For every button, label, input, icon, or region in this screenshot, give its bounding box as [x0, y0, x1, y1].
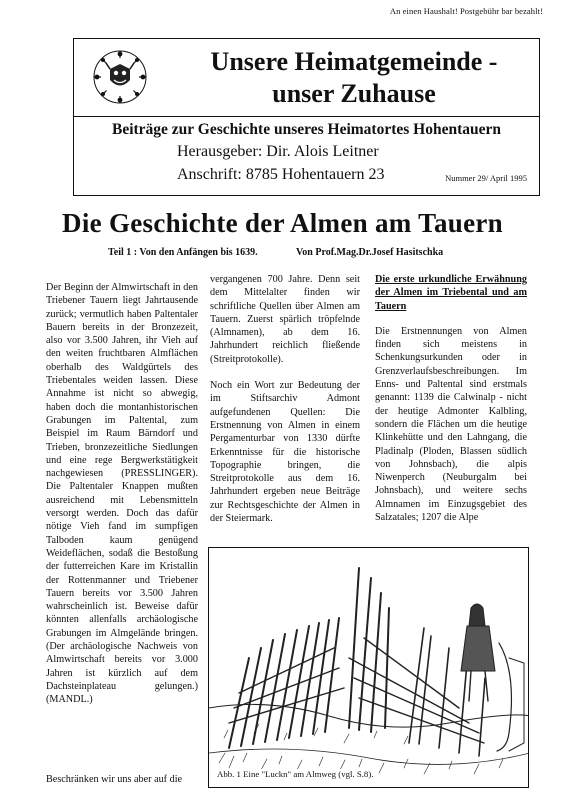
figure-illustration	[208, 547, 529, 788]
article-headline: Die Geschichte der Almen am Tauern	[62, 208, 503, 238]
issue-number: Nummer 29/ April 1995	[445, 173, 527, 183]
article-column-3	[375, 273, 527, 537]
municipal-emblem-icon	[92, 49, 148, 105]
article-part: Teil 1 : Von den Anfängen bis 1639.	[108, 247, 258, 258]
article-column-2	[210, 273, 360, 538]
figure-caption: Abb. 1 Eine "Luckn" am Almweg (vgl. S.8).	[217, 769, 374, 779]
postage-note: An einen Haushalt! Postgebühr bar bezahlt!	[389, 6, 543, 16]
masthead-title-line1: Unsere Heimatgemeinde -	[210, 47, 498, 76]
paragraph: Die Erstnennungen von Almen finden sich meistens in Schenkungsurkunden oder in Grenzverlaufsbeschreibungen. Im Enns- und Paltental sind erstmals genannt: 1139 die Calwinalp - nicht der heutige Admonter Kalbling, sondern die Flächen um die heutige Klinkehütte und den Lahngang, die Pladinalp (Ploden, Blassen südlich von Johnsbach), die alpis Niwenperch (Neuburgalm bei Johnsbach), und weitere sechs Almnamen im Einzugsgebiet des Salzatales; 1207 die Alpe	[375, 325, 527, 524]
section-heading: Die erste urkundliche Erwähnung der Almen im Triebental und am Tauern	[375, 274, 527, 312]
masthead-address: Anschrift: 8785 Hohentauern 23	[177, 166, 385, 183]
fence-gate-drawing	[209, 548, 529, 788]
paragraph: Noch ein Wort zur Bedeutung der im Stiftsarchiv Admont aufgefundenen Quellen: Die Erstnennung von Almen in einem Pergamenturbar von 1330 dürfte Erkenntnisse für die historische Topographie bringen, die Streitprotokolle aus dem 16. Jahrhundert ergeben neue Beiträge zur Rechtsgeschichte der Almen in der Steiermark.	[210, 380, 360, 525]
paragraph: Der Beginn der Almwirtschaft in den Triebener Tauern liegt Jahrtausende zurück; vermutlich haben Paltentaler Bauern bereits in der Bronzezeit, also vor 3.500 Jahren, ihr Vieh auf den weiten fruchtbaren Almflächen oberhalb des Waldgürtels des Triebentales weiden lassen. Diese Annahme ist nicht so abwegig, haben doch die montanhistorischen Grabungen im Paltental, zum Beispiel im Raum Bärndorf und Trieben, bronzezeitliche Siedlungen und eine rege Bergwerkstätigkeit nachgewiesen (PRESSLINGER). Die Paltentaler Knappen mußten ausreichend mit Lebensmitteln versorgt werden. Doch das dafür nötige Vieh fand im sumpfigen Talboden kaum genügend Weideflächen, sodaß die Bestoßung der futterreichen Kare im Kristallin der Rottenmanner und Triebener Tauern bereits vor 3.500 Jahren wahrscheinlich ist. Beweise dafür könnten allenfalls archäologische Grabungen im Almgelände bringen. (Der archäologische Nachweis von Almwirtschaft bereits vor 3.000 Jahren ist kürzlich auf dem Dachsteinplateau gelungen.) (MANDL.)	[46, 282, 198, 706]
masthead-subtitle: Beiträge zur Geschichte unseres Heimatortes Hohentauern	[111, 121, 501, 138]
article-author: Von Prof.Mag.Dr.Josef Hasitschka	[296, 247, 444, 258]
article-column-1-tail: Beschränken wir uns aber auf die	[46, 774, 183, 785]
article-column-1	[46, 281, 198, 720]
paragraph: vergangenen 700 Jahre. Denn seit dem Mittelalter finden wir schriftliche Quellen über Almen am Tauern. Zuerst spärlich tröpfelnde (Almnamen), ab dem 16. Jahrhundert reichlich fließende (Streitprotokolle).	[210, 274, 360, 365]
masthead	[73, 38, 540, 196]
masthead-title-line2: unser Zuhause	[272, 79, 436, 108]
masthead-editor: Herausgeber: Dir. Alois Leitner	[177, 143, 379, 160]
masthead-title-area	[74, 39, 539, 117]
